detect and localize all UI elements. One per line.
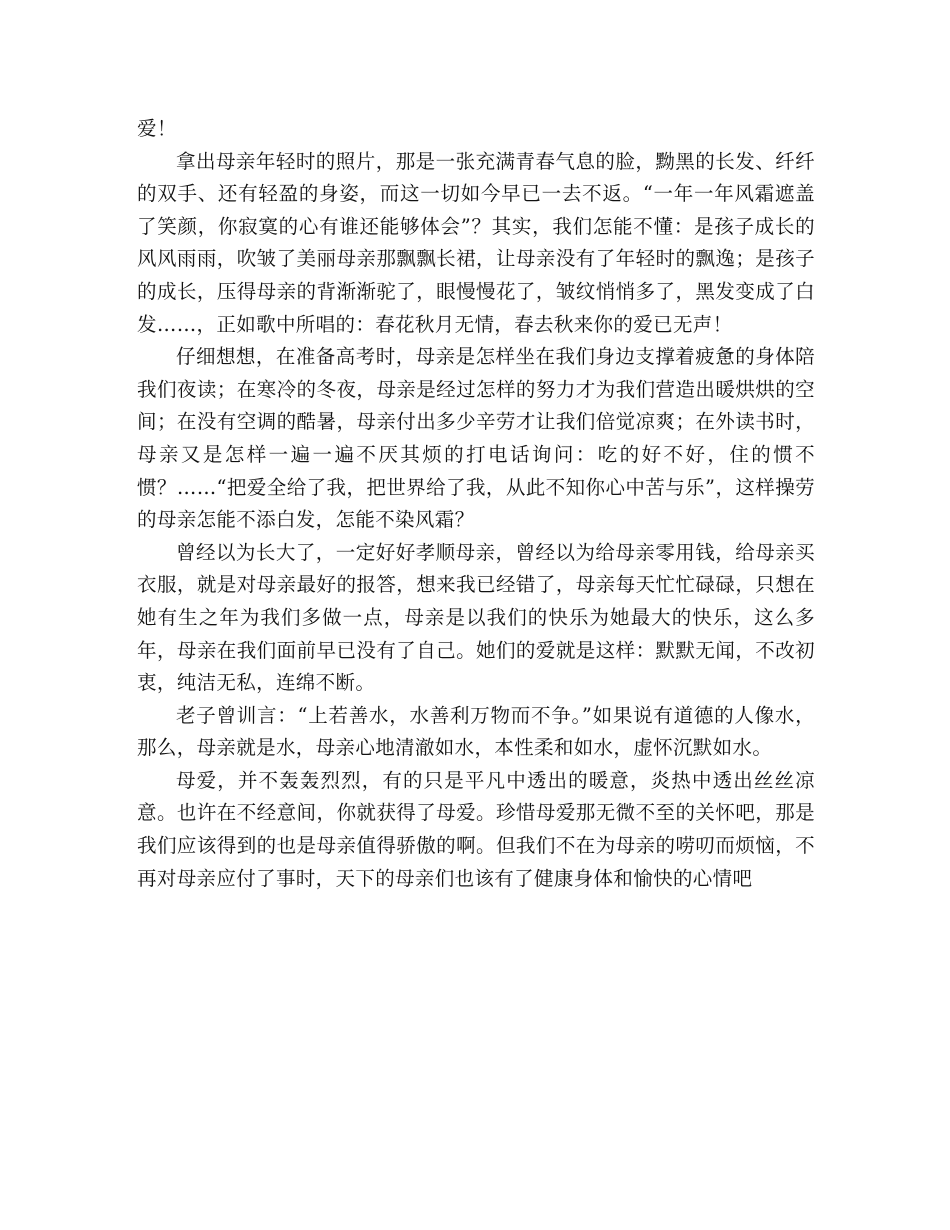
document-body [137,113,815,895]
paragraph-continuation: 爱！ [137,117,177,140]
paragraph-filial-piety: 曾经以为长大了，一定好好孝顺母亲，曾经以为给母亲零用钱，给母亲买衣服，就是对母亲最好的报答，想来我已经错了，母亲每天忙忙碌碌，只想在她有生之年为我们多做一点，母亲是以我们的快乐为她最大的快乐，这么多年，母亲在我们面前早已没有了自己。她们的爱就是这样：默默无闻，不改初衷，纯洁无私，连绵不断。 [137,540,815,695]
paragraph-mother-photo: 拿出母亲年轻时的照片，那是一张充满青春气息的脸，黝黑的长发、纤纤的双手、还有轻盈的身姿，而这一切如今早已一去不返。“一年一年风霜遮盖了笑颜，你寂寞的心有谁还能够体会”？其实，我们怎能不懂：是孩子成长的风风雨雨，吹皱了美丽母亲那飘飘长裙，让母亲没有了年轻时的飘逸；是孩子的成长，压得母亲的背渐渐驼了，眼慢慢花了，皱纹悄悄多了，黑发变成了白发……，正如歌中所唱的：春花秋月无情，春去秋来你的爱已无声！ [137,149,815,336]
paragraph-laozi-quote: 老子曾训言：“上若善水，水善利万物而不争。”如果说有道德的人像水，那么，母亲就是水，母亲心地清澈如水，本性柔和如水，虚怀沉默如水。 [137,703,815,760]
paragraph-conclusion: 母爱，并不轰轰烈烈，有的只是平凡中透出的暖意，炎热中透出丝丝凉意。也许在不经意间，你就获得了母爱。珍惜母爱那无微不至的关怀吧，那是我们应该得到的也是母亲值得骄傲的啊。但我们不在为母亲的唠叨而烦恼，不再对母亲应付了事时，天下的母亲们也该有了健康身体和愉快的心情吧 [137,768,815,890]
paragraph-exam-memories: 仔细想想，在准备高考时，母亲是怎样坐在我们身边支撑着疲惫的身体陪我们夜读；在寒冷的冬夜，母亲是经过怎样的努力才为我们营造出暖烘烘的空间；在没有空调的酷暑，母亲付出多少辛劳才让我们倍觉凉爽；在外读书时，母亲又是怎样一遍一遍不厌其烦的打电话询问：吃的好不好，住的惯不惯？……“把爱全给了我，把世界给了我，从此不知你心中苦与乐”，这样操劳的母亲怎能不添白发，怎能不染风霜？ [137,345,815,532]
